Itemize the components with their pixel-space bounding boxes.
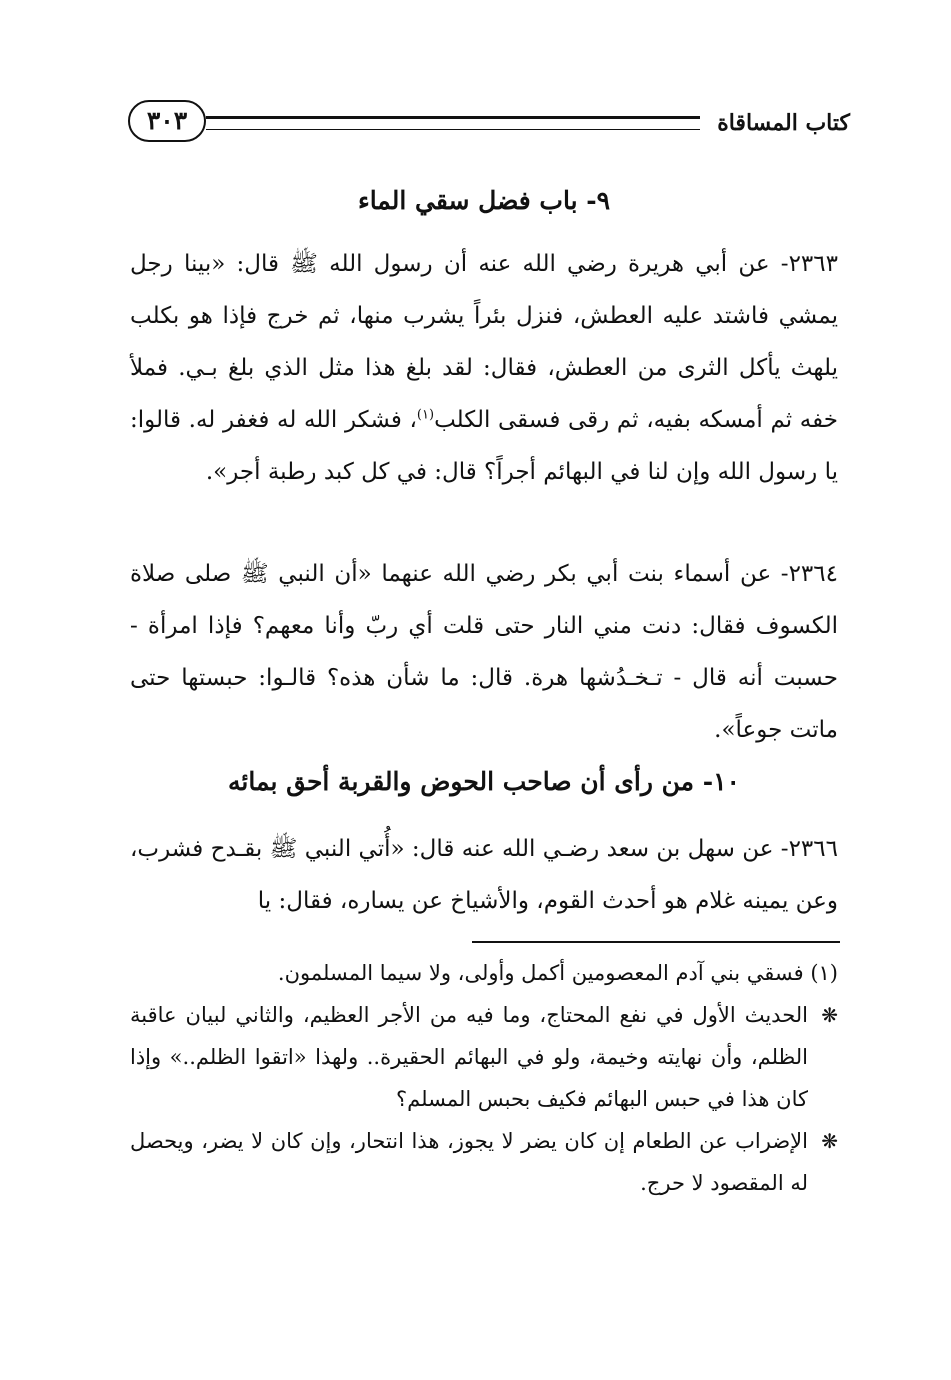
section-heading-10: ١٠- من رأى أن صاحب الحوض والقربة أحق بمائه bbox=[228, 767, 740, 796]
commentary-text-1: الحديث الأول في نفع المحتاج، وما فيه من الأجر العظيم، والثاني لبيان عاقبة الظلم، وأن نهايته وخيمة، ولو في البهائم الحقيرة.. ولهذا «اتقوا الظلم..» وإذا كان هذا في حبس البهائم فكيف بحبس المسلم؟ bbox=[130, 1003, 808, 1111]
asterisk-bullet-icon: ❋ bbox=[821, 1129, 838, 1153]
hadith-2364-text: ٢٣٦٤- عن أسماء بنت أبي بكر رضي الله عنهما «أن النبي ﷺ صلى صلاة الكسوف فقال: دنت مني النار حتى قلت أي ربّ وأنا معهم؟ فإذا امرأة - حسبت أنه قال - تـخـدُشها هرة. قال: ما شأن هذه؟ قالـوا: حبستها حتى ماتت جوعاً». bbox=[130, 561, 838, 743]
hadith-2363 bbox=[130, 238, 838, 498]
hadith-2366 bbox=[130, 823, 838, 927]
book-chapter-title: كتاب المساقاة bbox=[717, 110, 850, 136]
hadith-2366-text: ٢٣٦٦- عن سهل بن سعد رضـي الله عنه قال: «أُتي النبي ﷺ بقـدح فشرب، وعن يمينه غلام هو أحدث القوم، والأشياخ عن يساره، فقال: يا bbox=[130, 836, 838, 914]
footnote-1: (١) فسقي بني آدم المعصومين أكمل وأولى، ولا سيما المسلمون. bbox=[277, 961, 838, 985]
footnotes bbox=[130, 952, 838, 1204]
section-heading-9: ٩- باب فضل سقي الماء bbox=[357, 186, 611, 215]
header-double-rule bbox=[206, 116, 700, 130]
commentary-text-2: الإضراب عن الطعام إن كان يضر لا يجوز، هذا انتحار، وإن كان لا يضر، ويحصل له المقصود لا حرج. bbox=[130, 1129, 808, 1195]
commentary-item bbox=[130, 994, 838, 1120]
asterisk-bullet-icon: ❋ bbox=[821, 1003, 838, 1027]
commentary-item bbox=[130, 1120, 838, 1204]
footnote-separator bbox=[472, 941, 840, 943]
hadith-2363-text-b: ، فشكر الله له فغفر له. قالوا: يا رسول الله وإن لنا في البهائم أجراً؟ قال: في كل كبد رطبة أجر». bbox=[130, 407, 838, 485]
footnote-reference-1[interactable]: (١) bbox=[416, 407, 435, 423]
hadith-2364 bbox=[130, 548, 838, 756]
page-header bbox=[128, 96, 850, 154]
page-number: ٣٠٣ bbox=[128, 100, 206, 142]
hadith-2363-text-a: ٢٣٦٣- عن أبي هريرة رضي الله عنه أن رسول الله ﷺ قال: «بينا رجل يمشي فاشتد عليه العطش، فنزل بئراً يشرب منها، ثم خرج فإذا هو بكلب يلهث يأكل الثرى من العطش، فقال: لقد بلغ هذا مثل الذي بلغ بـي. فملأ خفه ثم أمسكه بفيه، ثم رقى فسقى الكلب bbox=[130, 251, 838, 433]
